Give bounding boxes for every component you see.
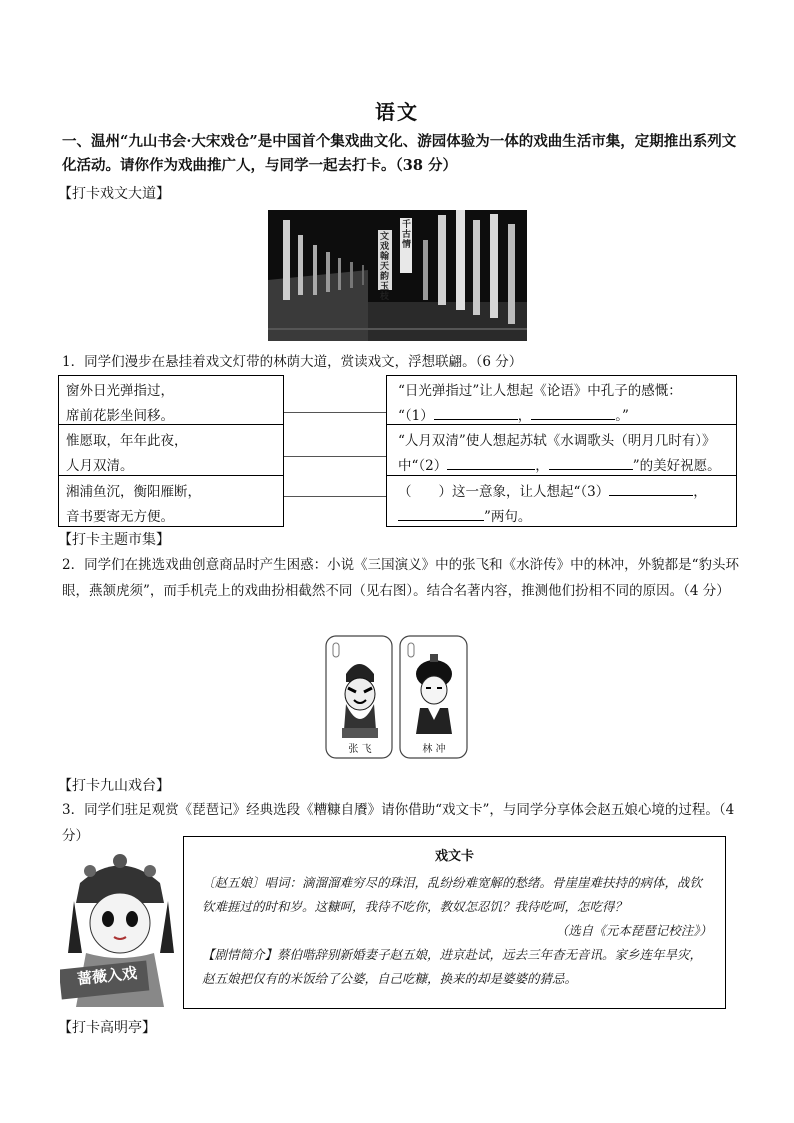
allusion-2-line-1: “人月双清”使人想起苏轼《水调歌头（明月几时有）》 [398, 433, 716, 449]
verse-1-line-2: 席前花影坐间移。 [66, 408, 174, 424]
verse-cell-3 [58, 476, 284, 527]
opera-script-card [183, 836, 726, 1009]
connector-line-3 [284, 496, 386, 497]
section-heading-jiushan-stage: 【打卡九山戏台】 [58, 778, 170, 794]
phone-cases-figure [324, 634, 469, 760]
allusion-3-line-2: ”两句。 [398, 505, 729, 530]
verse-1-line-1: 窗外日光弹指过， [66, 383, 174, 399]
lantern-photo-graphic [268, 210, 527, 341]
opera-figure-label: 蔷薇入戏 [76, 963, 138, 989]
lantern-sign-text-2: 千古情 [402, 220, 412, 250]
answer-blank-3b[interactable] [398, 506, 484, 521]
question-2-text: 2．同学们在挑选戏曲创意商品时产生困惑：小说《三国演义》中的张飞和《水浒传》中的林冲，外貌都是“豹头环眼，燕颔虎须”，而手机壳上的戏曲扮相截然不同（见右图）。结合名著内容，推测他们扮相不同的原因。（4 分） [62, 557, 739, 599]
answer-blank-2a[interactable] [447, 455, 535, 470]
allusion-1-line-2: “（1） ， 。” [398, 404, 729, 429]
question-1-text: 1．同学们漫步在悬挂着戏文灯带的林荫大道，赏读戏文，浮想联翩。（6 分） [62, 354, 523, 370]
verse-cell-2 [58, 425, 284, 476]
lantern-avenue-photo [268, 210, 527, 341]
lantern-sign-text-1: 文戏翰天韵玉枝 [380, 232, 390, 302]
card-singing-text: 〔赵五娘〕唱词：滴溜溜难穷尽的珠泪，乱纷纷难宽解的愁绪。骨崖崖难扶持的病体，战钦钦难捱过的时和岁。这糠呵，我待不吃你，教奴怎忍饥？我待吃呵，怎吃得？ [202, 875, 703, 914]
page-title: 语文 [375, 100, 419, 124]
verse-2-line-1: 惟愿取，年年此夜， [66, 433, 188, 449]
question-intro: 一、温州“九山书会·大宋戏仓”是中国首个集戏曲文化、游园体验为一体的戏曲生活市集，定期推出系列文化活动。请你作为戏曲推广人，与同学一起去打卡。（38 分） [62, 133, 737, 174]
allusion-1-line-1: “日光弹指过”让人想起《论语》中孔子的感慨： [398, 383, 682, 399]
verse-2-line-2: 人月双清。 [66, 458, 134, 474]
allusion-cell-2 [386, 425, 737, 476]
section-heading-gaoming-pavilion: 【打卡高明亭】 [58, 1020, 156, 1036]
connector-line-1 [284, 412, 386, 413]
answer-blank-1b[interactable] [531, 405, 615, 420]
verse-cell-1 [58, 375, 284, 425]
connector-line-2 [284, 456, 386, 457]
phone-label-zhang-fei: 张 飞 [348, 744, 372, 755]
card-plot-summary: 【剧情简介】蔡伯喈辞别新婚妻子赵五娘，进京赴试，远去三年杳无音讯。家乡连年旱灾，赵五娘把仅有的米饭给了公婆，自己吃糠，换来的却是婆婆的猜忌。 [202, 947, 703, 986]
card-body [202, 871, 712, 991]
phone-label-lin-chong: 林 冲 [422, 744, 446, 755]
allusion-cell-1 [386, 375, 737, 425]
card-title: 戏文卡 [434, 849, 474, 864]
opera-character-figure [60, 853, 182, 1007]
allusion-3-line-1: （ ）这一意象，让人想起“（3） ， [398, 480, 729, 505]
answer-blank-2b[interactable] [549, 455, 633, 470]
verse-3-line-1: 湘浦鱼沉，衡阳雁断， [66, 484, 201, 500]
answer-blank-1a[interactable] [434, 405, 518, 420]
section-heading-opera-avenue: 【打卡戏文大道】 [58, 186, 170, 202]
answer-blank-3a[interactable] [609, 481, 693, 496]
question-3-text: 3．同学们驻足观赏《琵琶记》经典选段《糟糠自餍》请你借助“戏文卡”，与同学分享体会赵五娘心境的过程。（4 分） [62, 802, 735, 844]
card-source: （选自《元本琵琶记校注》） [555, 923, 712, 938]
allusion-cell-3 [386, 476, 737, 527]
verse-3-line-2: 音书要寄无方便。 [66, 509, 174, 525]
section-heading-theme-market: 【打卡主题市集】 [58, 532, 170, 548]
allusion-2-line-2: 中“（2） ， ”的美好祝愿。 [398, 454, 729, 479]
